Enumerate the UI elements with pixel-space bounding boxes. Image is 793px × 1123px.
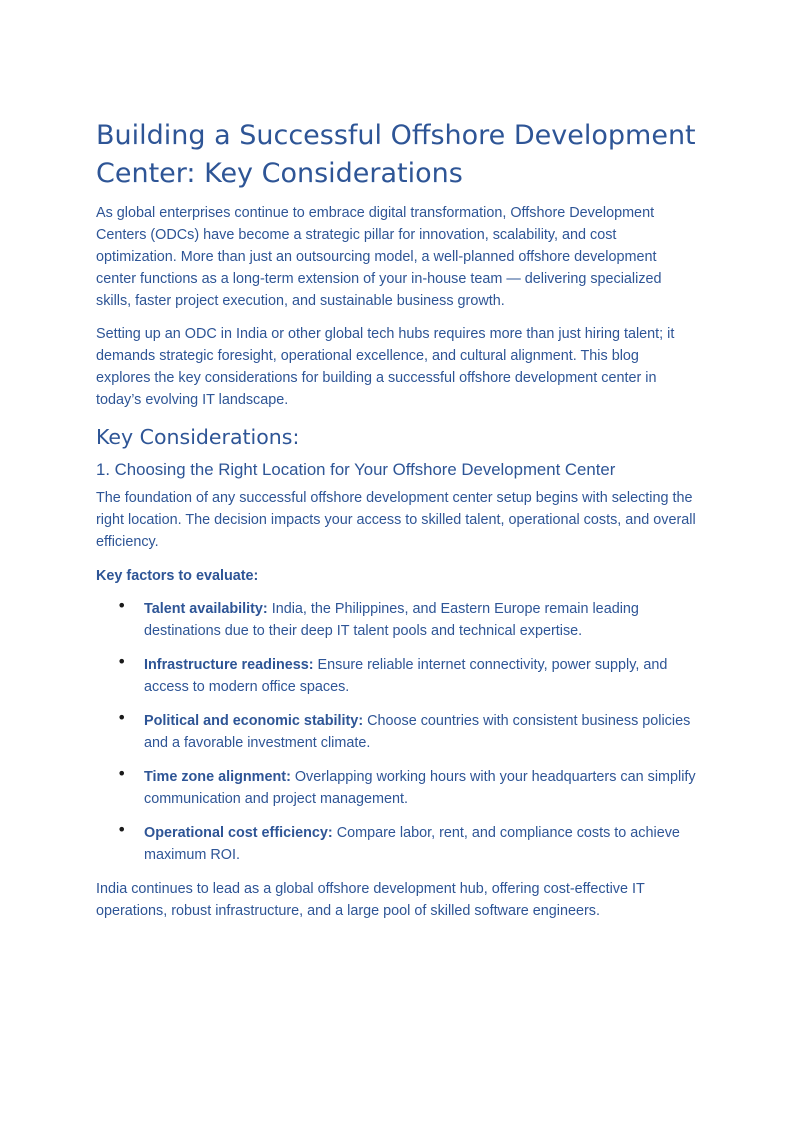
list-item [96, 710, 696, 754]
list-item [96, 654, 696, 698]
list-item [96, 766, 696, 810]
intro-paragraph-1: As global enterprises continue to embrace digital transformation, Offshore Development Centers (ODCs) have become a strategic pillar for innovation, scalability, and cost optimization. More than just an outsourcing model, a well-planned offshore development center functions as a long-term extension of your in-house team — delivering specialized skills, faster project execution, and sustainable business growth. [96, 205, 662, 309]
subsection-heading: 1. Choosing the Right Location for Your Offshore Development Center [96, 460, 616, 479]
factors-label: Key factors to evaluate: [96, 568, 259, 584]
factor-text: India, the Philippines, and Eastern Europe remain leading destinations due to their deep IT talent pools and technical expertise. [144, 601, 639, 639]
closing-paragraph: India continues to lead as a global offshore development hub, offering cost-effective IT operations, robust infrastructure, and a large pool of skilled software engineers. [96, 881, 645, 919]
factor-term: Operational cost efficiency: [144, 825, 333, 841]
factor-term: Talent availability: [144, 601, 268, 617]
factor-term: Infrastructure readiness: [144, 657, 314, 673]
bullet-icon: • [117, 652, 127, 671]
bullet-icon: • [117, 764, 127, 783]
bullet-icon: • [117, 820, 127, 839]
section-heading: Key Considerations: [96, 425, 300, 449]
factor-text: Choose countries with consistent business policies and a favorable investment climate. [144, 713, 691, 751]
factor-term: Political and economic stability: [144, 713, 364, 729]
bullet-icon: • [117, 596, 127, 615]
page-title: Building a Successful Offshore Development Center: Key Considerations [96, 120, 696, 189]
document-page [96, 117, 696, 933]
factor-term: Time zone alignment: [144, 769, 291, 785]
list-item [96, 598, 696, 642]
factor-text: Compare labor, rent, and compliance costs to achieve maximum ROI. [144, 825, 680, 863]
intro-paragraph-2: Setting up an ODC in India or other global tech hubs requires more than just hiring talent; it demands strategic foresight, operational excellence, and cultural alignment. This blog explores the key considerations for building a successful offshore development center in today’s evolving IT landscape. [96, 326, 675, 408]
list-item [96, 822, 696, 866]
bullet-icon: • [117, 708, 127, 727]
factors-list [96, 598, 696, 866]
subsection-intro: The foundation of any successful offshore development center setup begins with selecting the right location. The decision impacts your access to skilled talent, operational costs, and overall efficiency. [96, 490, 696, 550]
factor-text: Overlapping working hours with your headquarters can simplify communication and project management. [144, 769, 696, 807]
factor-text: Ensure reliable internet connectivity, power supply, and access to modern office spaces. [144, 657, 668, 695]
